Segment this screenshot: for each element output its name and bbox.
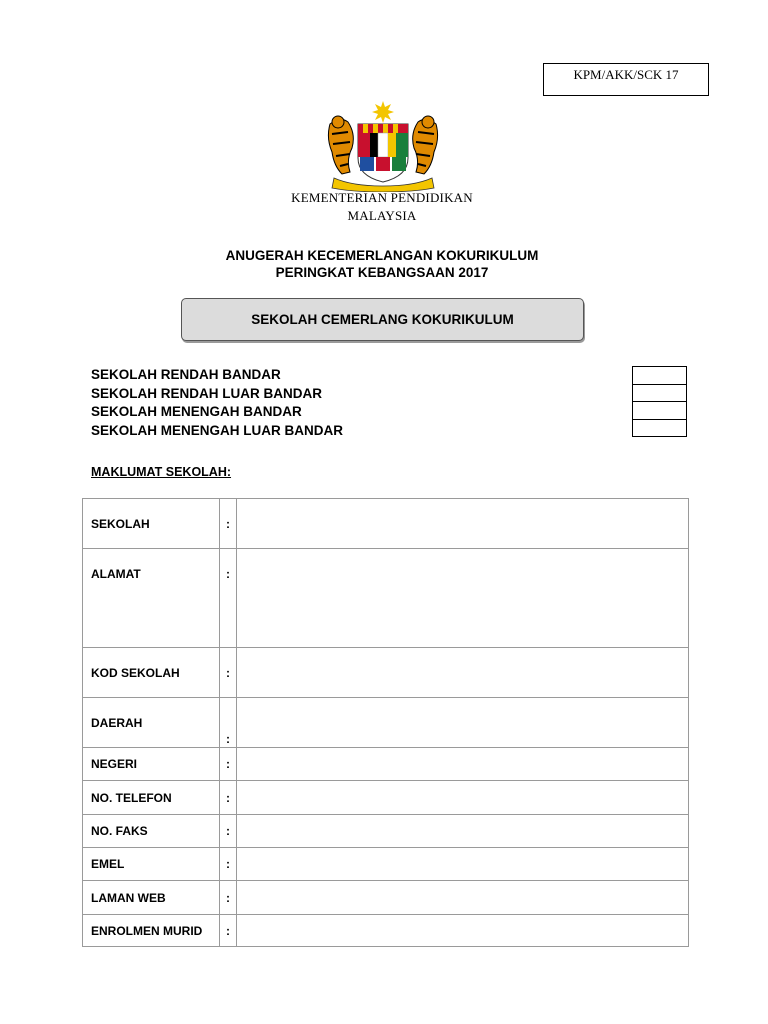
checkbox-rendah-bandar[interactable] xyxy=(632,366,687,385)
field-colon: : xyxy=(220,698,237,748)
award-title-line-2: PERINGKAT KEBANGSAAN 2017 xyxy=(275,265,489,280)
table-row xyxy=(83,815,689,848)
table-row xyxy=(83,698,689,748)
field-colon: : xyxy=(220,648,237,698)
table-row xyxy=(83,549,689,648)
table-row xyxy=(83,748,689,781)
field-colon: : xyxy=(220,815,237,848)
field-label: DAERAH xyxy=(83,698,220,748)
field-colon: : xyxy=(220,915,237,947)
school-type-option: SEKOLAH MENENGAH BANDAR xyxy=(91,404,302,419)
checkbox-rendah-luar-bandar[interactable] xyxy=(632,384,687,403)
table-row xyxy=(83,781,689,815)
field-value-emel[interactable] xyxy=(237,848,689,881)
field-colon: : xyxy=(220,748,237,781)
school-info-table xyxy=(82,498,689,947)
field-colon: : xyxy=(220,781,237,815)
form-code-box: KPM/AKK/SCK 17 xyxy=(543,63,709,96)
field-colon: : xyxy=(220,881,237,915)
field-colon: : xyxy=(220,549,237,648)
table-row xyxy=(83,848,689,881)
field-value-enrolmen-murid[interactable] xyxy=(237,915,689,947)
field-label: LAMAN WEB xyxy=(83,881,220,915)
school-type-option: SEKOLAH MENENGAH LUAR BANDAR xyxy=(91,422,343,438)
field-value-negeri[interactable] xyxy=(237,748,689,781)
award-title-line-1: ANUGERAH KECEMERLANGAN KOKURIKULUM xyxy=(225,248,539,263)
section-title: MAKLUMAT SEKOLAH: xyxy=(91,465,232,479)
field-value-kod-sekolah[interactable] xyxy=(237,648,689,698)
field-label: KOD SEKOLAH xyxy=(83,648,220,698)
school-type-option: SEKOLAH RENDAH BANDAR xyxy=(91,367,281,382)
school-type-list xyxy=(91,366,343,440)
field-value-faks[interactable] xyxy=(237,815,689,848)
ministry-line-1: KEMENTERIAN PENDIDIKAN xyxy=(291,190,473,205)
field-colon: : xyxy=(220,499,237,549)
field-value-alamat[interactable] xyxy=(237,549,689,648)
malaysia-coat-of-arms-icon xyxy=(322,100,444,192)
table-row xyxy=(83,648,689,698)
table-row xyxy=(83,881,689,915)
field-colon: : xyxy=(220,848,237,881)
field-label: ENROLMEN MURID xyxy=(83,915,220,947)
field-value-sekolah[interactable] xyxy=(237,499,689,549)
field-value-daerah[interactable] xyxy=(237,698,689,748)
field-label: NO. TELEFON xyxy=(83,781,220,815)
field-label: SEKOLAH xyxy=(83,499,220,549)
field-value-laman-web[interactable] xyxy=(237,881,689,915)
field-label: ALAMAT xyxy=(83,549,220,648)
award-title xyxy=(150,247,614,281)
checkbox-menengah-bandar[interactable] xyxy=(632,401,687,420)
school-type-option: SEKOLAH RENDAH LUAR BANDAR xyxy=(91,385,322,401)
checkbox-menengah-luar-bandar[interactable] xyxy=(632,419,687,438)
table-row xyxy=(83,915,689,947)
field-label: NEGERI xyxy=(83,748,220,781)
field-label: NO. FAKS xyxy=(83,815,220,848)
field-value-telefon[interactable] xyxy=(237,781,689,815)
table-row xyxy=(83,499,689,549)
school-type-checkboxes xyxy=(632,366,687,437)
category-banner: SEKOLAH CEMERLANG KOKURIKULUM xyxy=(181,298,584,341)
ministry-name xyxy=(200,189,564,225)
field-label: EMEL xyxy=(83,848,220,881)
ministry-line-2: MALAYSIA xyxy=(347,208,417,223)
